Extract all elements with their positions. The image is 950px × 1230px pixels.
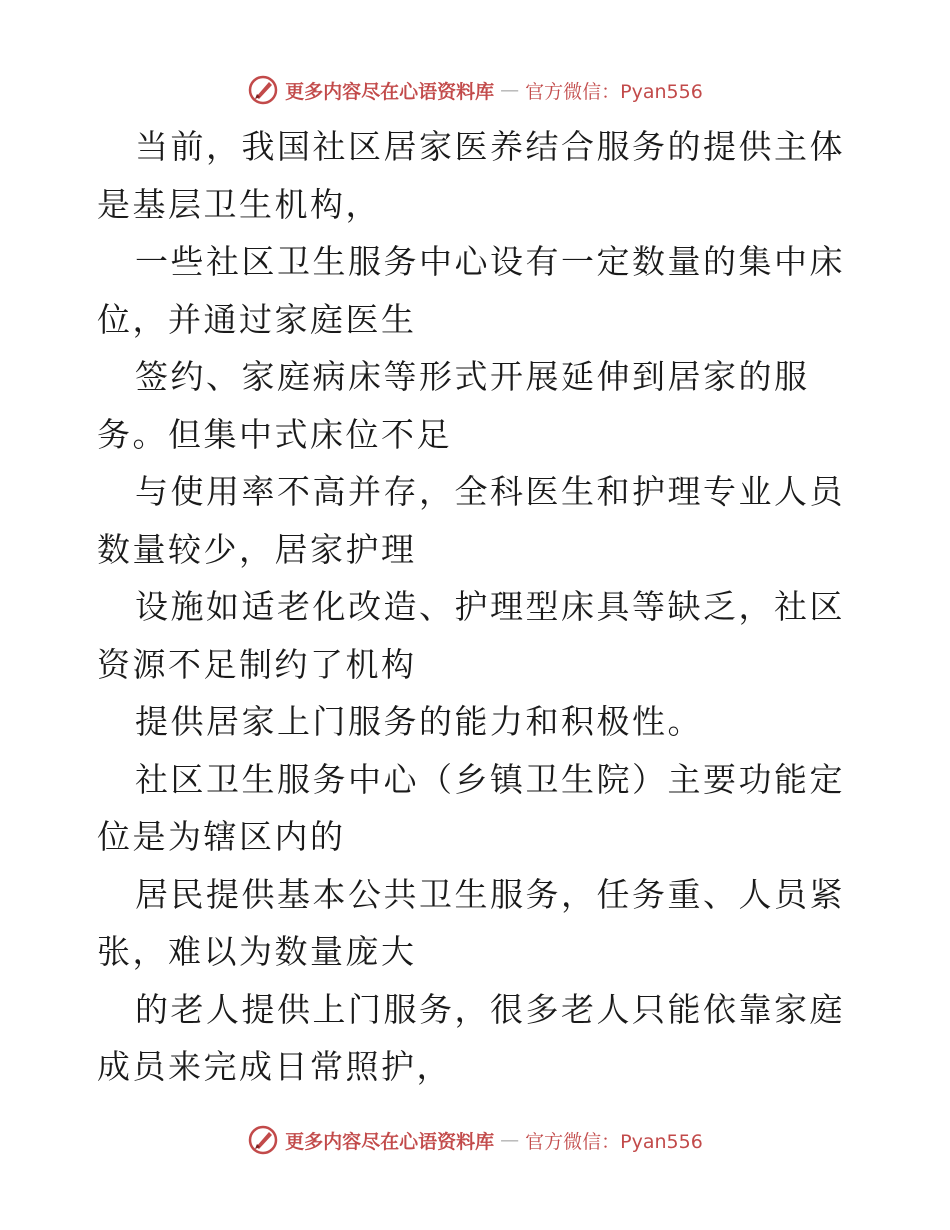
quill-pen-icon bbox=[247, 1124, 279, 1156]
paragraph-9: 的老人提供上门服务，很多老人只能依靠家庭成员来完成日常照护， bbox=[97, 989, 845, 1086]
footer-watermark bbox=[0, 1120, 950, 1160]
paragraph-8: 居民提供基本公共卫生服务，任务重、人员紧张，难以为数量庞大 bbox=[97, 874, 845, 971]
paragraph-1: 当前，我国社区居家医养结合服务的提供主体是基层卫生机构， bbox=[97, 127, 845, 224]
paragraph-5: 设施如适老化改造、护理型床具等缺乏，社区资源不足制约了机构 bbox=[97, 587, 845, 684]
paragraph-4: 与使用率不高并存，全科医生和护理专业人员数量较少，居家护理 bbox=[97, 472, 845, 569]
watermark-dash: — bbox=[500, 1129, 520, 1151]
paragraph-7: 社区卫生服务中心（乡镇卫生院）主要功能定位是为辖区内的 bbox=[97, 759, 845, 856]
paragraph-3: 签约、家庭病床等形式开展延伸到居家的服务。但集中式床位不足 bbox=[97, 357, 810, 454]
watermark-dash: — bbox=[500, 79, 520, 101]
watermark-main-text: 更多内容尽在心语资料库 bbox=[285, 80, 495, 103]
quill-pen-icon bbox=[247, 74, 279, 106]
watermark-main-text: 更多内容尽在心语资料库 bbox=[285, 1130, 495, 1153]
header-watermark bbox=[0, 70, 950, 110]
paragraph-6: 提供居家上门服务的能力和积极性。 bbox=[135, 702, 703, 741]
watermark-suffix-text: 官方微信：Pyan556 bbox=[525, 1130, 703, 1153]
watermark-suffix-text: 官方微信：Pyan556 bbox=[525, 80, 703, 103]
paragraph-2: 一些社区卫生服务中心设有一定数量的集中床位，并通过家庭医生 bbox=[97, 242, 845, 339]
document-body bbox=[97, 118, 857, 1096]
